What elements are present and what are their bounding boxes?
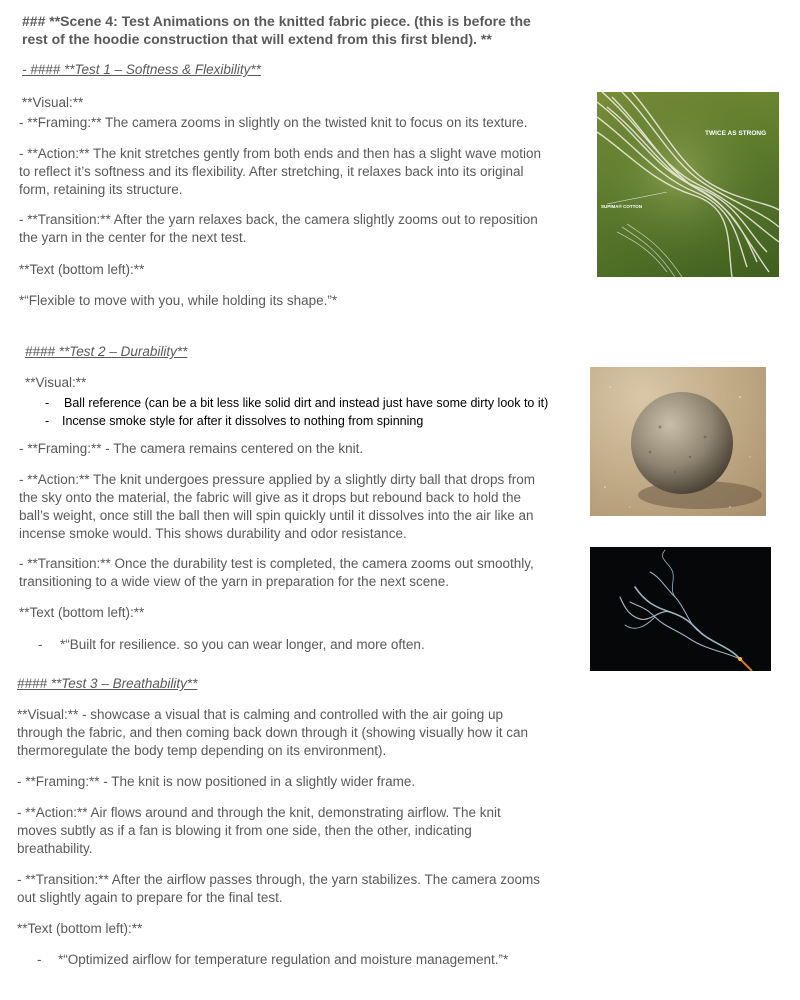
test2-bullet-2: Incense smoke style for after it dissolves to nothing from spinning xyxy=(62,414,424,428)
test1-text-label: **Text (bottom left):** xyxy=(19,262,145,277)
yarn-image-label: TWICE AS STRONG xyxy=(705,130,767,137)
yarn-fiber-image xyxy=(597,92,779,277)
test2-bullet-1: Ball reference (can be a bit less like solid dirt and instead just have some dirty look to it) xyxy=(64,396,549,410)
dirt-ball-image xyxy=(590,367,766,516)
test1-transition: - **Transition:** After the yarn relaxes back, the camera slightly zooms out to reposition the yarn in the center for the next test. xyxy=(19,212,538,245)
test3-title: #### **Test 3 – Breathability** xyxy=(17,676,198,691)
yarn-fibers-graphic xyxy=(597,92,779,277)
test2-text-quote: *“Built for resilience. so you can wear longer, and more often. xyxy=(60,637,425,652)
test3-action: - **Action:** Air flows around and through the knit, demonstrating airflow. The knit moves subtly as if a fan is blowing it from one side, then the other, indicating breathability. xyxy=(17,805,501,856)
test2-title: #### **Test 2 – Durability** xyxy=(25,344,188,359)
test1-visual-label: **Visual:** xyxy=(22,95,84,110)
test3-transition: - **Transition:** After the airflow passes through, the yarn stabilizes. The camera zooms out slightly again to prepare for the final test. xyxy=(17,872,540,905)
bullet-dash: - xyxy=(37,952,42,967)
test2-framing: - **Framing:** - The camera remains centered on the knit. xyxy=(19,441,364,456)
test2-transition: - **Transition:** Once the durability test is completed, the camera zooms out smoothly, transitioning to a wide view of the yarn in preparation for the next scene. xyxy=(19,556,534,589)
incense-smoke-image xyxy=(590,547,771,671)
test3-visual: **Visual:** - showcase a visual that is calming and controlled with the air going up through the fabric, and then coming back down through it (showing visually how it can thermoregulate the body temp depending on its environment). xyxy=(17,707,529,758)
dirt-ball-graphic xyxy=(590,367,766,516)
test1-text-quote: *“Flexible to move with you, while holding its shape.”* xyxy=(19,293,338,308)
test2-text-label: **Text (bottom left):** xyxy=(19,605,145,620)
test2-visual-label: **Visual:** xyxy=(25,375,87,390)
scene-heading: ### **Scene 4: Test Animations on the knitted fabric piece. (this is before the rest of the hoodie construction that will extend from this first blend). ** xyxy=(22,13,531,47)
test3-text-quote: *“Optimized airflow for temperature regulation and moisture management.”* xyxy=(58,952,509,967)
test1-framing: - **Framing:** The camera zooms in slightly on the twisted knit to focus on its texture. xyxy=(19,115,528,130)
bullet-dash: - xyxy=(45,414,50,428)
test2-action: - **Action:** The knit undergoes pressure applied by a slightly dirty ball that drops from the sky onto the material, the fabric will give as it drops but rebound back to hold the ball’s weight, once still the ball then will spin quickly until it dissolves into the air like an incense smoke would. This shows durability and odor resistance. xyxy=(19,472,536,541)
bullet-dash: - xyxy=(38,637,43,652)
bullet-dash: - xyxy=(45,396,50,410)
test1-action: - **Action:** The knit stretches gently from both ends and then has a slight wave motion to reflect it’s softness and its flexibility. After stretching, it relaxes back into its original form, retaining its structure. xyxy=(19,146,542,197)
test3-framing: - **Framing:** - The knit is now positioned in a slightly wider frame. xyxy=(17,774,416,789)
smoke-graphic xyxy=(590,547,771,671)
yarn-image-small-label: SUPIMA® COTTON xyxy=(601,204,642,209)
test1-title: - #### **Test 1 – Softness & Flexibility** xyxy=(22,62,261,77)
test3-text-label: **Text (bottom left):** xyxy=(17,921,143,936)
